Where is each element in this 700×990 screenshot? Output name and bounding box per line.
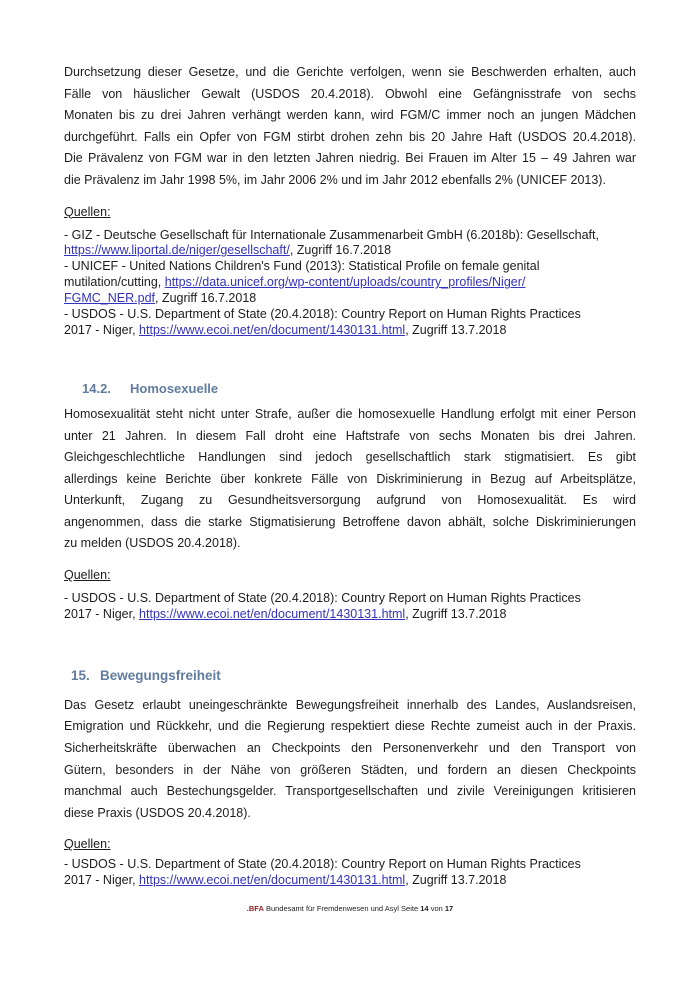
source-line	[64, 228, 636, 244]
bfa-logo: BFA	[248, 904, 264, 913]
sources-label: Quellen:	[64, 568, 111, 583]
sources-label: Quellen:	[64, 837, 111, 852]
source-text: - USDOS - U.S. Department of State (20.4.2018): Country Report on Human Rights Practices	[64, 307, 581, 322]
source-text: , Zugriff 16.7.2018	[289, 243, 392, 258]
source-hyperlink[interactable]: https://www.liportal.de/niger/gesellschaft/	[64, 243, 290, 258]
paragraph-line: Homosexualität steht nicht unter Strafe, außer die homosexuelle Handlung erfolgt mit einer Person	[64, 406, 636, 421]
source-text: 2017 - Niger,	[64, 873, 140, 888]
paragraph-line: durchgeführt. Falls ein Opfer von FGM stirbt drohen zehn bis 20 Jahre Haft (USDOS 20.4.2018).	[64, 129, 636, 144]
body-paragraph-fgm	[64, 62, 636, 192]
paragraph-line: Gleichgeschlechtliche Handlungen sind jedoch gesellschaftlich stark stigmatisiert. Es gibt	[64, 450, 636, 465]
source-line	[64, 323, 636, 339]
paragraph-line: Fälle von häuslicher Gewalt (USDOS 20.4.2018). Obwohl eine Gefängnisstrafe von sechs	[64, 86, 636, 101]
page-footer	[0, 903, 700, 915]
paragraph-line: Durchsetzung dieser Gesetze, und die Gerichte verfolgen, wenn sie Beschwerden erhalten, auch	[64, 65, 636, 79]
source-text: , Zugriff 16.7.2018	[155, 291, 257, 306]
source-text: , Zugriff 13.7.2018	[405, 873, 507, 888]
source-text: - GIZ - Deutsche Gesellschaft für Internationale Zusammenarbeit GmbH (6.2018b): Gesellschaft,	[64, 227, 599, 242]
source-text: , Zugriff 13.7.2018	[405, 606, 507, 621]
paragraph-line: angenommen, dass die starke Stigmatisierung Betroffene davon abhält, solche Diskriminierungen	[64, 514, 636, 529]
section-title: Bewegungsfreiheit	[100, 667, 221, 683]
paragraph-line: Monaten bis zu drei Jahren verhängt werden kann, wird FGM/C immer noch an jungen Mädchen	[64, 108, 636, 123]
sources-list-3	[64, 857, 636, 889]
paragraph-line: manchmal auch Bestechungsgelder. Transportgesellschaften und zivile Vereinigungen kritisieren	[64, 784, 636, 799]
source-hyperlink[interactable]: https://www.ecoi.net/en/document/1430131.html	[139, 606, 406, 621]
paragraph-line: allerdings keine Berichte über konkrete Fälle von Diskriminierung in Bezug auf Arbeitsplätze,	[64, 471, 636, 486]
body-paragraph-homosexuelle	[64, 404, 636, 555]
source-text: - USDOS - U.S. Department of State (20.4.2018): Country Report on Human Rights Practices	[64, 591, 581, 606]
source-line	[64, 857, 636, 873]
paragraph-line: diese Praxis (USDOS 20.4.2018).	[64, 805, 251, 820]
source-line	[64, 873, 636, 889]
paragraph-line: Die Prävalenz von FGM war in den letzten Jahren niedrig. Bei Frauen im Alter 15 – 49 Jahren war	[64, 151, 636, 166]
footer-office-name: Bundesamt für Fremdenwesen und Asyl	[265, 904, 399, 913]
source-line	[64, 307, 636, 323]
section-number: 15.	[71, 667, 90, 683]
footer-page-number: 14	[420, 904, 429, 913]
paragraph-line: die Prävalenz im Jahr 1998 5%, im Jahr 2006 2% und im Jahr 2012 ebenfalls 2% (UNICEF 2013).	[64, 172, 606, 187]
source-hyperlink[interactable]: https://www.ecoi.net/en/document/1430131.html	[139, 323, 406, 337]
paragraph-line: Unterkunft, Zugang zu Gesundheitsversorgung aufgrund von Homosexualität. Es wird	[64, 493, 636, 508]
section-title: Homosexuelle	[130, 380, 219, 396]
footer-of-label: von	[430, 904, 443, 913]
paragraph-line: Das Gesetz erlaubt uneingeschränkte Bewegungsfreiheit innerhalb des Landes, Auslandsreisen,	[64, 697, 636, 712]
paragraph-line: Sicherheitskräfte überwachen an Checkpoints den Personenverkehr und den Transport von	[64, 741, 636, 756]
sources-list-2	[64, 591, 636, 623]
source-text: , Zugriff 13.7.2018	[405, 323, 507, 337]
source-line	[64, 607, 636, 623]
section-heading-15	[71, 667, 636, 685]
bfa-logo-dot: .	[246, 904, 249, 913]
source-line	[64, 291, 636, 307]
footer-page-label: Seite	[401, 904, 419, 913]
paragraph-line: Gütern, besonders in der Nähe von größeren Städten, und fordern an diesen Checkpoints	[64, 762, 636, 777]
source-text: mutilation/cutting,	[64, 275, 165, 290]
section-number: 14.2.	[82, 380, 111, 396]
section-heading-14-2	[82, 381, 636, 397]
footer-total-pages: 17	[444, 904, 454, 913]
source-text: 2017 - Niger,	[64, 606, 140, 621]
body-paragraph-bewegungsfreiheit	[64, 695, 636, 825]
source-text: - UNICEF - United Nations Children's Fund (2013): Statistical Profile on female genital	[64, 259, 540, 274]
paragraph-line: Emigration und Rückkehr, und die Regierung respektiert diese Rechte zumeist auch in der Praxis.	[64, 719, 636, 734]
paragraph-line: zu melden (USDOS 20.4.2018).	[64, 536, 241, 551]
sources-list-1	[64, 228, 636, 339]
source-line	[64, 243, 636, 259]
source-line	[64, 275, 636, 291]
source-hyperlink[interactable]: https://www.ecoi.net/en/document/1430131.html	[139, 873, 406, 888]
source-line	[64, 591, 636, 607]
source-hyperlink[interactable]: FGMC_NER.pdf	[64, 291, 155, 306]
source-hyperlink[interactable]: https://data.unicef.org/wp-content/uploads/country_profiles/Niger/	[164, 275, 526, 290]
source-text: - USDOS - U.S. Department of State (20.4.2018): Country Report on Human Rights Practices	[64, 857, 581, 872]
source-text: 2017 - Niger,	[64, 323, 140, 337]
paragraph-line: unter 21 Jahren. In diesem Fall droht eine Haftstrafe von sechs Monaten bis drei Jahren.	[64, 428, 636, 443]
sources-label: Quellen:	[64, 204, 111, 219]
source-line	[64, 259, 636, 275]
